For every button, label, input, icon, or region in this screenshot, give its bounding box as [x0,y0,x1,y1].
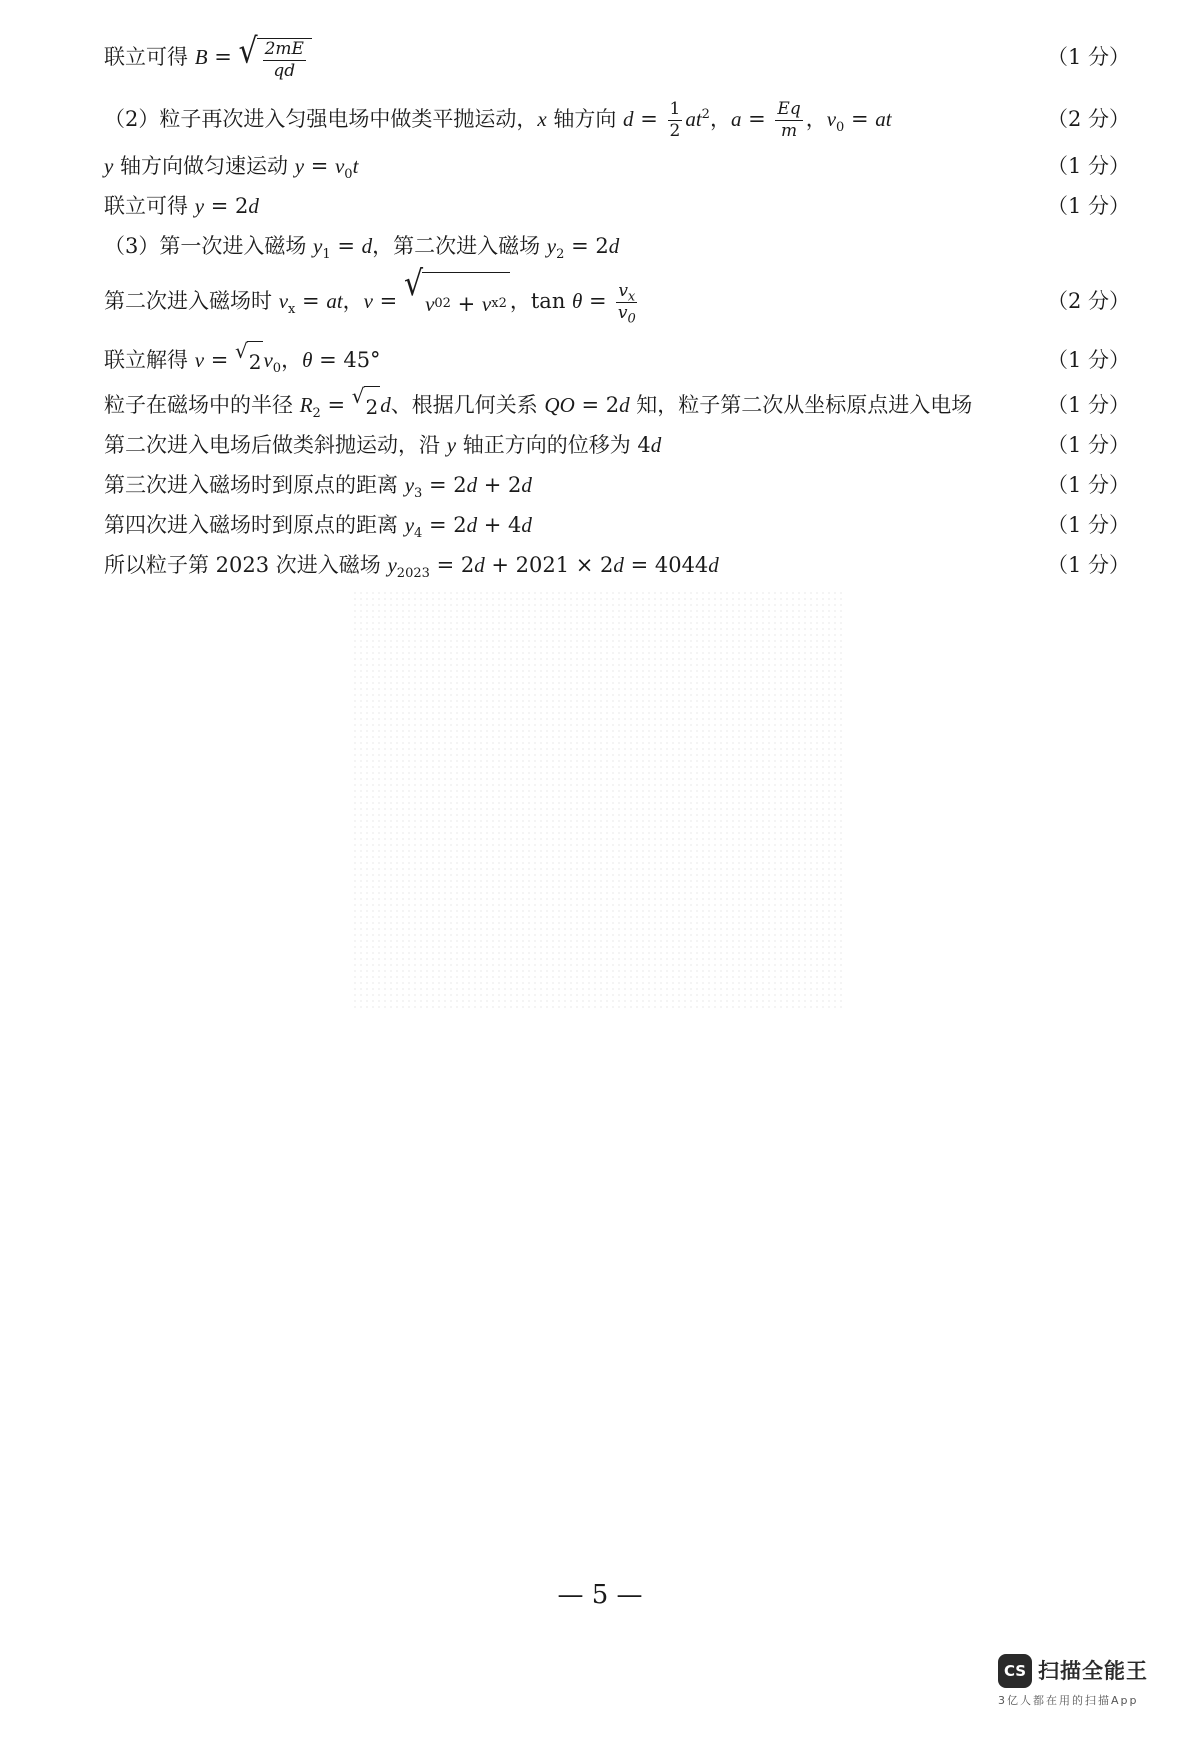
sqrt-expression: √ $\frac{2mE}{qd}$ [238,38,311,80]
line-text: 第二次进入磁场时 [104,289,279,313]
line-text: 、根据几何关系 [390,393,545,417]
solution-line-1: 联立可得 B = √ $\frac{2mE}{qd}$ （1 分） [104,28,1130,86]
line-text: 第二次进入电场后做类斜抛运动，沿 [104,433,447,457]
solution-line-2: （2）粒子再次进入匀强电场中做类平抛运动，x 轴方向 d = $\frac{1}{2}$ $at^2$，a = $\frac{Eq}{m}$ ，$v_0$ = at （2 分） [104,90,1130,148]
score-label: （1 分） [1046,393,1130,417]
watermark-app-name: 扫描全能王 [1038,1659,1148,1683]
sqrt-expression: √ 2 [235,341,263,382]
solution-line-9: 第二次进入电场后做类斜抛运动，沿 y 轴正方向的位移为 4d （1 分） [104,425,1130,465]
line-text: 第四次进入磁场时到原点的距离 [104,513,405,537]
solution-line-10: 第三次进入磁场时到原点的距离 $y_3 = 2d + 2d$ （1 分） [104,465,1130,505]
line-text: 轴正方向的位移为 4 [456,433,651,457]
camscanner-logo-icon: CS [998,1654,1032,1688]
score-label: （1 分） [1046,45,1130,69]
line-text: 轴方向做匀速运动 [113,154,295,178]
line-text: 知，粒子第二次从坐标原点进入电场 [629,393,973,417]
line-text: 粒子在磁场中的半径 [104,393,300,417]
page-number: — 5 — [557,1580,643,1610]
solution-line-12: 所以粒子第 2023 次进入磁场 $y_{2023} = 2d + 2021 \times 2d = 4044d$ （1 分） [104,545,1130,585]
score-label: （1 分） [1046,473,1130,497]
line-text: ，第二次进入磁场 [372,234,547,258]
line-text: 联立解得 [104,348,195,372]
watermark-tagline: 3亿人都在用的扫描App [998,1694,1139,1707]
score-label: （1 分） [1046,194,1130,218]
score-label: （2 分） [1046,107,1130,131]
line-text: 联立可得 [104,194,195,218]
solution-line-5: （3）第一次进入磁场 $y_1 = d$，第二次进入磁场 $y_2 = 2d$ [104,234,620,263]
sqrt-expression: √ v 0 2 + v x 2 [404,272,510,333]
sqrt-expression: √ 2 [352,386,380,427]
line-text: （2）粒子再次进入匀强电场中做类平抛运动， [104,107,538,131]
solution-line-3: y 轴方向做匀速运动 $y = v_0t$ （1 分） [104,146,1130,186]
score-label: （1 分） [1046,513,1130,537]
line-text: 第三次进入磁场时到原点的距离 [104,473,405,497]
score-label: （1 分） [1046,154,1130,178]
solution-line-6: 第二次进入磁场时 $v_x$ = at，v = √ v 0 2 + v x 2 ，tan θ = $\frac{v_x}{v_0}$ （2 分） [104,272,1130,330]
solution-line-11: 第四次进入磁场时到原点的距离 $y_4 = 2d + 4d$ （1 分） [104,505,1130,545]
line-text: 联立可得 [104,45,195,69]
line-text: 所以粒子第 2023 次进入磁场 [104,553,388,577]
score-label: （1 分） [1046,553,1130,577]
score-label: （1 分） [1046,433,1130,457]
score-label: （2 分） [1046,289,1130,313]
scan-artifact [352,590,842,1010]
scanner-watermark [998,1652,1158,1710]
score-label: （1 分） [1046,348,1130,372]
line-text: （3）第一次进入磁场 [104,234,314,258]
solution-line-4: 联立可得 y = 2d （1 分） [104,186,1130,226]
solution-line-7: 联立解得 v = √ 2 $v_0$，θ = 45° （1 分） [104,340,1130,380]
solution-line-8: 粒子在磁场中的半径 $R_2$ = √ 2 d、根据几何关系 QO = 2d 知，粒子第二次从坐标原点进入电场 （1 分） [104,385,1130,425]
